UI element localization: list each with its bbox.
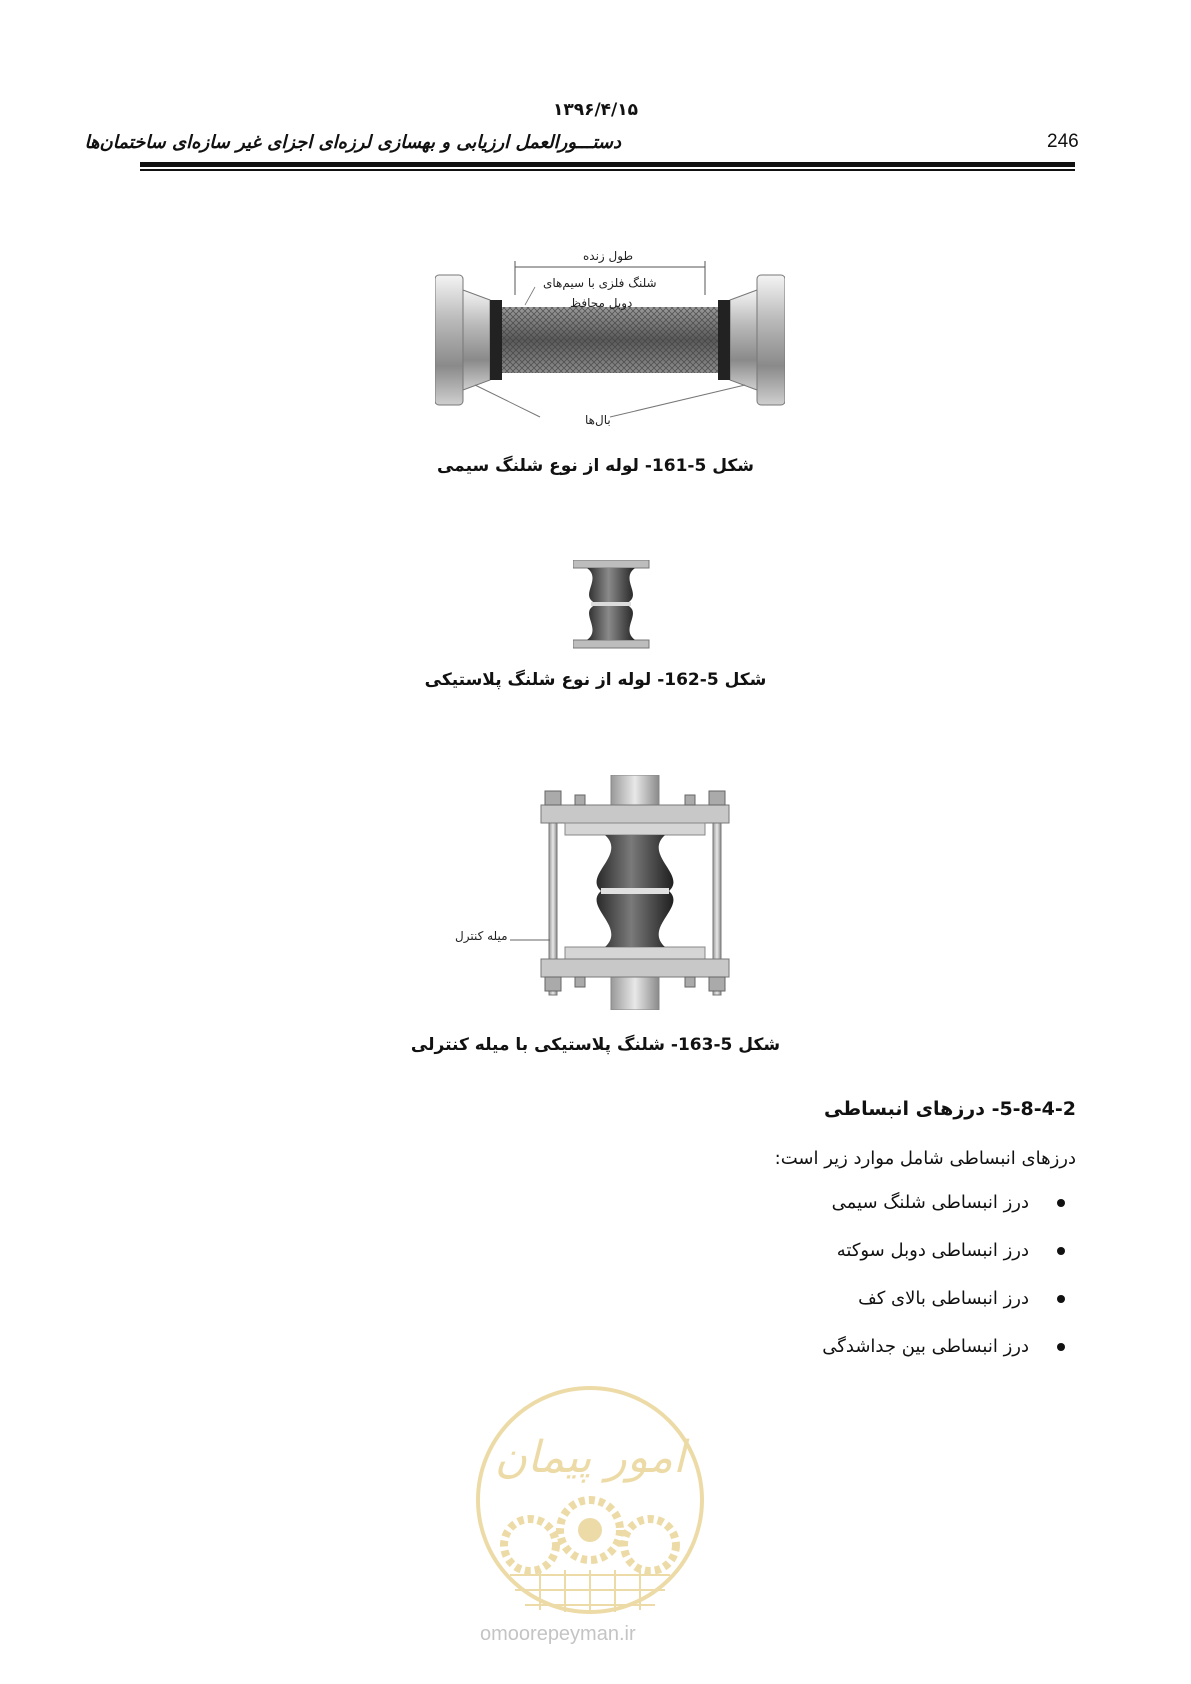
figure-caption-162: شکل 5-162- لوله از نوع شلنگ پلاستیکی [424,670,767,690]
section-intro: درزهای انبساطی شامل موارد زیر است: [774,1148,1076,1169]
figure-caption-163: شکل 5-163- شلنگ پلاستیکی با میله کنترلی [410,1035,781,1055]
figure-caption-161: شکل 5-161- لوله از نوع شلنگ سیمی [436,456,755,476]
label-live-length: طول زنده [583,249,634,263]
header-title: دستـــورالعمل ارزیابی و بهسازی لرزه‌ای اجزای غیر سازه‌ای ساختمان‌ها [84,132,621,153]
label-hose-line2: دوبل محافظ [570,296,633,310]
label-hose: شلنگ فلزی با سیم‌های [543,276,657,290]
bullet-icon [1057,1199,1065,1207]
list-item-text: درز انبساطی بالای کف [858,1288,1029,1309]
list-item-text: درز انبساطی بین جداشدگی [822,1336,1029,1357]
bullet-icon [1057,1343,1065,1351]
header-rule [140,162,1075,167]
list-item [822,1332,1071,1380]
page-number: 246 [1047,131,1079,152]
list-item [822,1188,1071,1236]
bullet-icon [1057,1295,1065,1303]
header-date: ۱۳۹۶/۴/۱۵ [552,100,639,120]
list-item-text: درز انبساطی دوبل سوکته [836,1240,1029,1261]
control-rod-hose-illustration [535,775,735,1010]
section-heading: 5-8-4-2- درزهای انبساطی [824,1098,1076,1120]
list-item-text: درز انبساطی شلنگ سیمی [831,1192,1029,1213]
expansion-joint-list [822,1188,1071,1380]
list-item [822,1236,1071,1284]
wire-hose-illustration [435,245,785,440]
bullet-icon [1057,1247,1065,1255]
watermark-logo-icon [470,1380,710,1620]
label-flanges: بال‌ها [585,413,611,427]
list-item [822,1284,1071,1332]
control-rod-leader-line [510,935,550,945]
svg-text:امور پیمان: امور پیمان [494,1432,686,1483]
header-rule-thin [140,169,1075,171]
plastic-hose-illustration [573,560,653,650]
watermark-url: omoorepeyman.ir [480,1623,636,1645]
label-control-rod: میله کنترل [455,929,508,943]
